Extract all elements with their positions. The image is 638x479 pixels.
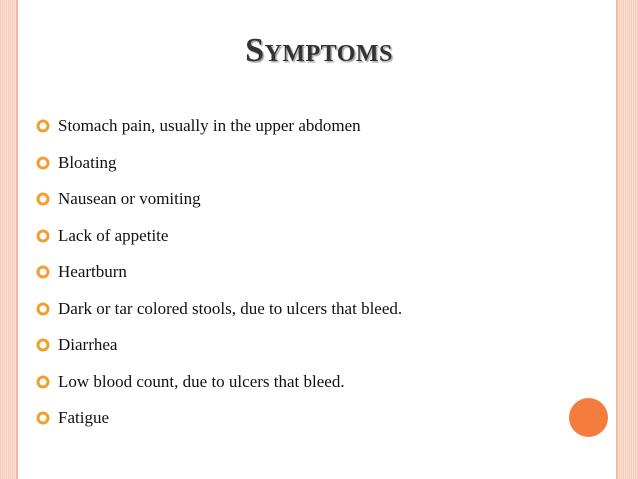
hollow-circle-bullet-icon bbox=[36, 119, 50, 133]
hollow-circle-bullet-icon bbox=[36, 229, 50, 243]
hollow-circle-bullet-icon bbox=[36, 265, 50, 279]
hollow-circle-bullet-icon bbox=[36, 156, 50, 170]
list-item bbox=[36, 291, 402, 328]
symptom-list bbox=[36, 108, 402, 437]
list-item bbox=[36, 181, 402, 218]
list-item bbox=[36, 364, 402, 401]
list-item bbox=[36, 254, 402, 291]
hollow-circle-bullet-icon bbox=[36, 375, 50, 389]
list-item-text: Stomach pain, usually in the upper abdomen bbox=[58, 116, 361, 136]
list-item bbox=[36, 218, 402, 255]
list-item-text: Lack of appetite bbox=[58, 225, 169, 245]
list-item-text: Low blood count, due to ulcers that bleed. bbox=[58, 371, 345, 391]
list-item bbox=[36, 145, 402, 182]
list-item bbox=[36, 327, 402, 364]
list-item-text: Nausean or vomiting bbox=[58, 189, 201, 209]
hollow-circle-bullet-icon bbox=[36, 411, 50, 425]
list-item-text: Heartburn bbox=[58, 262, 127, 282]
orange-circle-decoration bbox=[569, 398, 608, 437]
list-item bbox=[36, 108, 402, 145]
list-item-text: Dark or tar colored stools, due to ulcers that bleed. bbox=[58, 298, 403, 318]
hollow-circle-bullet-icon bbox=[36, 192, 50, 206]
list-item bbox=[36, 400, 402, 437]
hollow-circle-bullet-icon bbox=[36, 338, 50, 352]
list-item-text: Diarrhea bbox=[58, 335, 118, 355]
slide-title: Symptoms bbox=[245, 32, 393, 69]
list-item-text: Bloating bbox=[58, 152, 117, 172]
left-striped-border bbox=[0, 0, 16, 479]
hollow-circle-bullet-icon bbox=[36, 302, 50, 316]
right-striped-border bbox=[618, 0, 638, 479]
list-item-text: Fatigue bbox=[58, 408, 109, 428]
